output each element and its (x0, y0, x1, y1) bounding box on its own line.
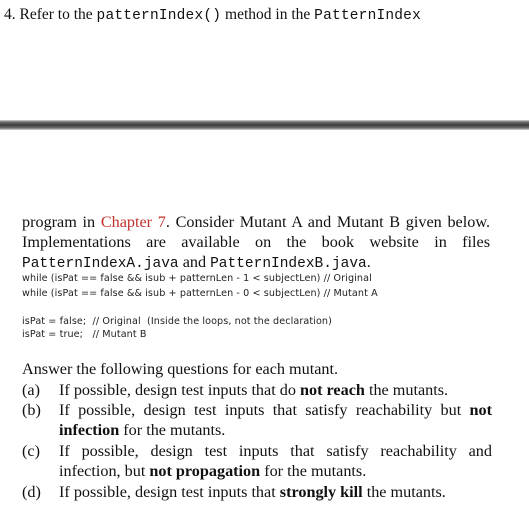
item-b-post: for the mutants. (123, 421, 226, 439)
question-intro: Refer to the (19, 6, 93, 23)
item-a-post: the mutants. (368, 381, 449, 399)
body-text-rest: . Consider Mutant A and Mutant B given below. Implementations are available on the book website in files (22, 213, 491, 251)
item-label-b: (b) (22, 401, 41, 419)
item-c-bold: not propagation (149, 462, 261, 480)
item-label-a: (a) (22, 381, 40, 399)
item-d-post: the mutants. (366, 483, 446, 501)
item-d-bold: strongly kill (279, 483, 363, 501)
question-header (4, 6, 421, 24)
item-d-pre: If possible, design test inputs that (59, 483, 276, 501)
list-item-a (22, 380, 492, 400)
chapter-link[interactable]: Chapter 7 (100, 213, 166, 231)
answer-intro: Answer the following questions for each mutant. (22, 360, 339, 378)
file-a-name: PatternIndexA.java (22, 256, 179, 272)
question-body (22, 212, 490, 274)
class-name-code: PatternIndex (314, 8, 421, 24)
question-middle-text: method in the (225, 6, 311, 23)
file-b-name: PatternIndexB.java (210, 256, 367, 272)
list-item-c (22, 441, 492, 481)
page-divider (0, 120, 529, 130)
item-label-d: (d) (22, 483, 41, 501)
item-c-post: for the mutants. (264, 462, 367, 480)
code-line-original-ispat: isPat = false; // Original (Inside the loops, not the declaration) (22, 316, 332, 327)
item-a-bold: not reach (300, 381, 365, 399)
question-number: 4. (4, 6, 16, 23)
list-item-b (22, 400, 492, 440)
file-period: . (366, 253, 371, 271)
item-label-c: (c) (22, 442, 40, 460)
file-and: and (182, 253, 207, 271)
list-item-d (22, 482, 492, 502)
body-text-start: program in (22, 213, 96, 231)
item-b-pre: If possible, design test inputs that satisfy reachability but (59, 401, 462, 419)
item-a-pre: If possible, design test inputs that do (59, 381, 296, 399)
item-b-bold: not infection (59, 401, 492, 439)
code-line-mutant-a: while (isPat == false && isub + patternLen - 0 < subjectLen) // Mutant A (22, 288, 378, 299)
method-name-code: patternIndex() (96, 8, 222, 24)
item-c-pre: If possible, design test inputs that satisfy reachability and infection, but (59, 442, 492, 480)
code-line-mutant-b: isPat = true; // Mutant B (22, 329, 147, 340)
code-line-original-loop: while (isPat == false && isub + patternLen - 1 < subjectLen) // Original (22, 273, 372, 284)
